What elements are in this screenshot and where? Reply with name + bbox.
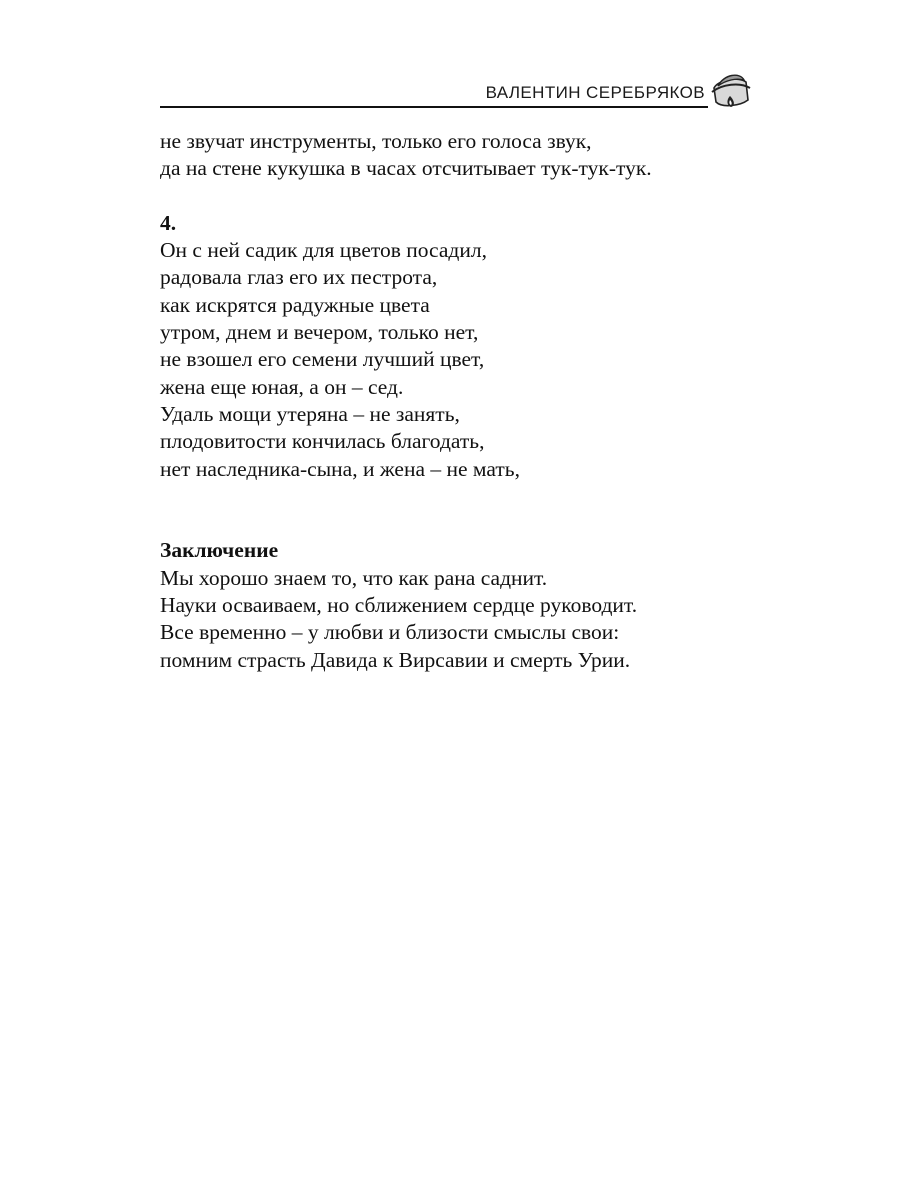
- verse-line: да на стене кукушка в часах отсчитывает тук-тук-тук.: [160, 156, 652, 181]
- section-number: 4.: [160, 210, 177, 235]
- stanza-continuation: [160, 128, 760, 183]
- verse-line: утром, днем и вечером, только нет,: [160, 320, 479, 345]
- page-body: [160, 128, 760, 674]
- verse-line: помним страсть Давида к Вирсавии и смерть Урии.: [160, 647, 631, 672]
- header-rule: [160, 106, 708, 108]
- conclusion-section: [160, 537, 760, 673]
- verse-line: плодовитости кончилась благодать,: [160, 429, 485, 454]
- running-header-author: ВАЛЕНТИН СЕРЕБРЯКОВ: [485, 83, 705, 102]
- running-header: [160, 68, 752, 118]
- verse-line: не звучат инструменты, только его голоса звук,: [160, 129, 592, 153]
- verse-line: жена еще юная, а он – сед.: [160, 374, 404, 399]
- publisher-logo-icon: [708, 70, 752, 114]
- verse-line: нет наследника-сына, и жена – не мать,: [160, 456, 520, 481]
- verse-line: Удаль мощи утеряна – не занять,: [160, 401, 460, 426]
- section-4: [160, 210, 760, 483]
- verse-line: Науки осваиваем, но сближением сердце руководит.: [160, 593, 638, 618]
- verse-line: не взошел его семени лучший цвет,: [160, 347, 485, 372]
- verse-line: Мы хорошо знаем то, что как рана саднит.: [160, 565, 548, 590]
- conclusion-title: Заключение: [160, 538, 279, 563]
- verse-line: радовала глаз его их пестрота,: [160, 265, 438, 290]
- verse-line: Все временно – у любви и близости смыслы свои:: [160, 620, 620, 645]
- verse-line: Он с ней садик для цветов посадил,: [160, 238, 487, 263]
- verse-line: как искрятся радужные цвета: [160, 292, 430, 317]
